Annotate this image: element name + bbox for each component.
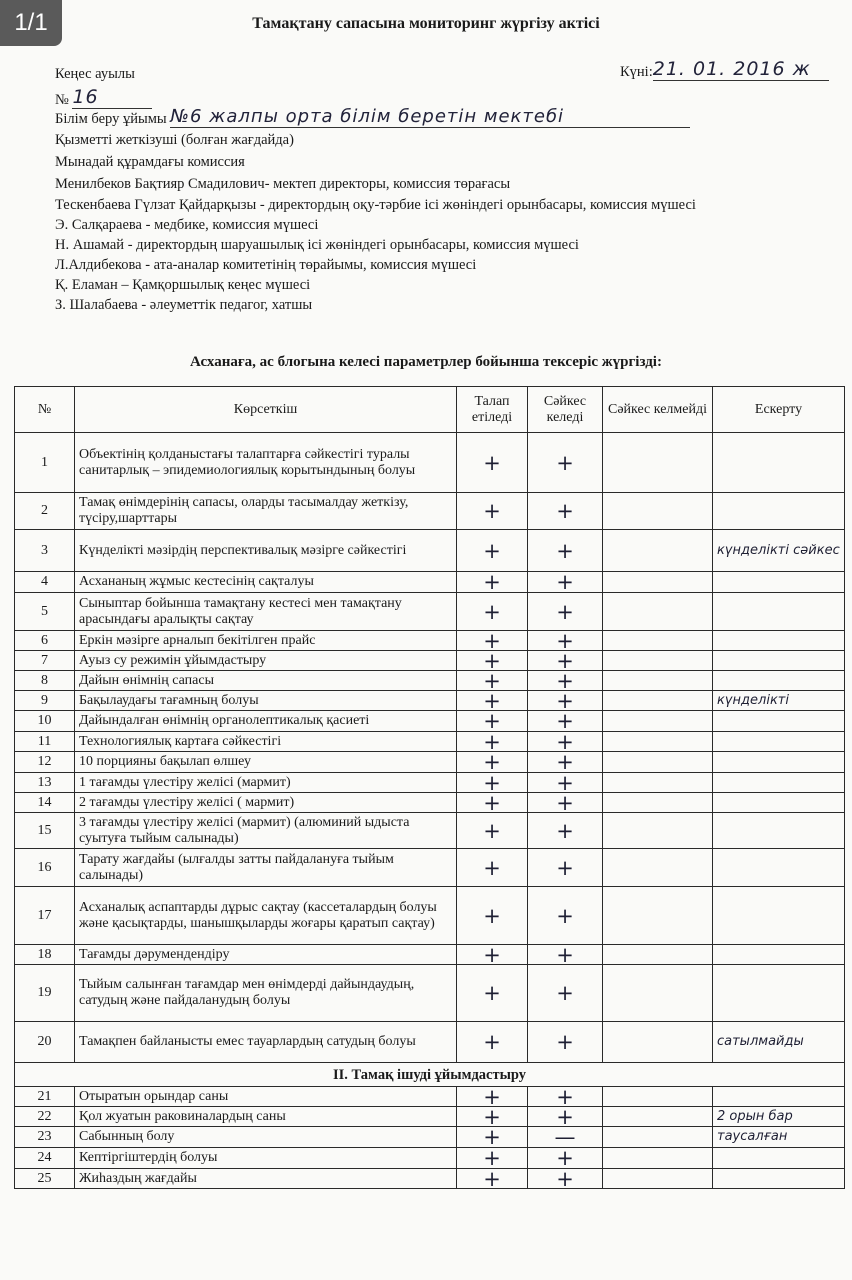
row-indicator: 3 тағамды үлестіру желісі (мармит) (алюминий ыдыста суытуға тыйым салынады) — [75, 813, 457, 849]
required-mark: + — [457, 813, 528, 849]
page-counter-badge: 1/1 — [0, 0, 62, 46]
compliant-mark: + — [528, 1087, 603, 1107]
date-label: Күні: — [620, 64, 653, 80]
required-mark: + — [457, 572, 528, 593]
row-indicator: Тарату жағдайы (ылғалды затты пайдалануға тыйым салынады) — [75, 849, 457, 887]
required-mark: + — [457, 773, 528, 793]
required-mark: + — [457, 1148, 528, 1169]
row-note — [713, 572, 845, 593]
compliant-mark: + — [528, 631, 603, 651]
required-mark: + — [457, 849, 528, 887]
row-indicator: Бақылаудағы тағамның болуы — [75, 691, 457, 711]
table-row — [15, 691, 845, 711]
noncompliant-mark — [603, 671, 713, 691]
noncompliant-mark — [603, 887, 713, 945]
row-note: күнделікті — [713, 691, 845, 711]
required-mark: + — [457, 1087, 528, 1107]
row-indicator: 2 тағамды үлестіру желісі ( мармит) — [75, 793, 457, 813]
row-note: 2 орын бар — [713, 1107, 845, 1127]
row-indicator: Ауыз су режимін ұйымдастыру — [75, 651, 457, 671]
row-note — [713, 711, 845, 732]
date-value: 21. 01. 2016 ж — [653, 58, 829, 81]
row-indicator: Дайындалған өнімнің органолептикалық қасиеті — [75, 711, 457, 732]
commission-member: Э. Салқараева - медбике, комиссия мүшесі — [55, 217, 319, 233]
commission-member: Қ. Еламан – Қамқоршылық кеңес мүшесі — [55, 277, 311, 293]
commission-member: Менилбеков Бақтияр Смадилович- мектеп директоры, комиссия төрағасы — [55, 176, 511, 192]
table-row — [15, 631, 845, 651]
noncompliant-mark — [603, 773, 713, 793]
noncompliant-mark — [603, 1107, 713, 1127]
required-mark: + — [457, 1127, 528, 1148]
row-note — [713, 773, 845, 793]
row-number: 6 — [15, 631, 75, 651]
row-number: 16 — [15, 849, 75, 887]
row-indicator: Асхананың жұмыс кестесінің сақталуы — [75, 572, 457, 593]
row-indicator: Дайын өнімнің сапасы — [75, 671, 457, 691]
row-note — [713, 793, 845, 813]
row-number: 17 — [15, 887, 75, 945]
noncompliant-mark — [603, 752, 713, 773]
table-row — [15, 433, 845, 493]
row-number: 19 — [15, 965, 75, 1022]
compliant-mark: + — [528, 1107, 603, 1127]
row-indicator: Күнделікті мәзірдің перспективалық мәзірге сәйкестігі — [75, 530, 457, 572]
commission-member: Л.Алдибекова - ата-аналар комитетінің төрайымы, комиссия мүшесі — [55, 257, 477, 273]
required-mark: + — [457, 752, 528, 773]
compliant-mark: — — [528, 1127, 603, 1148]
row-indicator: Тамақ өнімдерінің сапасы, оларды тасымалдау жеткізу, түсіру,шарттары — [75, 493, 457, 530]
row-indicator: Сабынның болу — [75, 1127, 457, 1148]
required-mark: + — [457, 1107, 528, 1127]
table-row — [15, 1107, 845, 1127]
noncompliant-mark — [603, 493, 713, 530]
row-number: 9 — [15, 691, 75, 711]
row-note — [713, 1087, 845, 1107]
required-mark: + — [457, 671, 528, 691]
table-row — [15, 887, 845, 945]
header-indicator: Көрсеткіш — [75, 387, 457, 433]
row-note — [713, 945, 845, 965]
row-number: 7 — [15, 651, 75, 671]
row-number: 3 — [15, 530, 75, 572]
school-value: №6 жалпы орта білім беретін мектебі — [170, 106, 690, 128]
row-note — [713, 671, 845, 691]
noncompliant-mark — [603, 813, 713, 849]
row-note — [713, 433, 845, 493]
row-note — [713, 887, 845, 945]
row-indicator: 1 тағамды үлестіру желісі (мармит) — [75, 773, 457, 793]
school-field — [55, 106, 690, 128]
required-mark: + — [457, 887, 528, 945]
date-field — [620, 58, 829, 81]
row-indicator: 10 порцияны бақылап өлшеу — [75, 752, 457, 773]
header-required: Талап етіледі — [457, 387, 528, 433]
section-title: Асханаға, ас блогына келесі параметрлер бойынша тексеріс жүргізді: — [190, 354, 662, 370]
row-indicator: Тағамды дәрумендендіру — [75, 945, 457, 965]
service-label: Қызметті жеткізуші (болған жағдайда) — [55, 132, 294, 148]
compliant-mark: + — [528, 593, 603, 631]
row-note — [713, 752, 845, 773]
number-value: 16 — [72, 86, 152, 109]
row-number: 21 — [15, 1087, 75, 1107]
row-indicator: Кептіргіштердің болуы — [75, 1148, 457, 1169]
inspection-table — [14, 386, 845, 1189]
compliant-mark: + — [528, 711, 603, 732]
row-number: 14 — [15, 793, 75, 813]
table-row — [15, 752, 845, 773]
row-note — [713, 813, 845, 849]
row-note: сатылмайды — [713, 1022, 845, 1063]
table-row — [15, 651, 845, 671]
row-number: 24 — [15, 1148, 75, 1169]
required-mark: + — [457, 593, 528, 631]
row-indicator: Тыйым салынған тағамдар мен өнімдерді дайындаудың, сатудың және пайдаланудың болуы — [75, 965, 457, 1022]
row-number: 2 — [15, 493, 75, 530]
row-indicator: Технологиялық картаға сәйкестігі — [75, 732, 457, 752]
compliant-mark: + — [528, 691, 603, 711]
compliant-mark: + — [528, 732, 603, 752]
header-note: Ескерту — [713, 387, 845, 433]
row-indicator: Отыратын орындар саны — [75, 1087, 457, 1107]
commission-member: Н. Ашамай - директордың шаруашылық ісі жөніндегі орынбасары, комиссия мүшесі — [55, 237, 579, 253]
table-row — [15, 813, 845, 849]
table-row — [15, 1087, 845, 1107]
noncompliant-mark — [603, 1148, 713, 1169]
row-number: 20 — [15, 1022, 75, 1063]
compliant-mark: + — [528, 1022, 603, 1063]
table-row — [15, 793, 845, 813]
table-row — [15, 1169, 845, 1189]
compliant-mark: + — [528, 1169, 603, 1189]
row-number: 12 — [15, 752, 75, 773]
row-note — [713, 849, 845, 887]
noncompliant-mark — [603, 732, 713, 752]
header-noncompliant: Сәйкес келмейді — [603, 387, 713, 433]
row-number: 18 — [15, 945, 75, 965]
table-row — [15, 1148, 845, 1169]
compliant-mark: + — [528, 945, 603, 965]
compliant-mark: + — [528, 651, 603, 671]
row-number: 22 — [15, 1107, 75, 1127]
row-number: 11 — [15, 732, 75, 752]
row-number: 8 — [15, 671, 75, 691]
noncompliant-mark — [603, 1022, 713, 1063]
compliant-mark: + — [528, 493, 603, 530]
compliant-mark: + — [528, 433, 603, 493]
row-note — [713, 631, 845, 651]
school-label: Білім беру ұйымы — [55, 111, 167, 127]
section2-title: ІІ. Тамақ ішуді ұйымдастыру — [15, 1063, 845, 1087]
compliant-mark: + — [528, 1148, 603, 1169]
noncompliant-mark — [603, 945, 713, 965]
required-mark: + — [457, 691, 528, 711]
noncompliant-mark — [603, 593, 713, 631]
noncompliant-mark — [603, 1169, 713, 1189]
required-mark: + — [457, 1169, 528, 1189]
row-indicator: Қол жуатын раковиналардың саны — [75, 1107, 457, 1127]
row-note — [713, 593, 845, 631]
required-mark: + — [457, 493, 528, 530]
noncompliant-mark — [603, 1087, 713, 1107]
compliant-mark: + — [528, 773, 603, 793]
compliant-mark: + — [528, 752, 603, 773]
required-mark: + — [457, 711, 528, 732]
noncompliant-mark — [603, 572, 713, 593]
table-row — [15, 711, 845, 732]
number-label: № — [55, 92, 69, 108]
row-number: 10 — [15, 711, 75, 732]
noncompliant-mark — [603, 530, 713, 572]
row-number: 13 — [15, 773, 75, 793]
compliant-mark: + — [528, 530, 603, 572]
table-row — [15, 1022, 845, 1063]
row-note — [713, 1148, 845, 1169]
required-mark: + — [457, 1022, 528, 1063]
row-indicator: Асханалық аспаптарды дұрыс сақтау (кассеталардың болуы және қасықтарды, шанышқыларды жоғары қаратып сақтау) — [75, 887, 457, 945]
compliant-mark: + — [528, 965, 603, 1022]
table-row — [15, 732, 845, 752]
required-mark: + — [457, 631, 528, 651]
required-mark: + — [457, 945, 528, 965]
compliant-mark: + — [528, 572, 603, 593]
row-number: 25 — [15, 1169, 75, 1189]
row-note — [713, 493, 845, 530]
row-note — [713, 1169, 845, 1189]
required-mark: + — [457, 651, 528, 671]
commission-intro: Мынадай құрамдағы комиссия — [55, 154, 245, 170]
required-mark: + — [457, 530, 528, 572]
noncompliant-mark — [603, 965, 713, 1022]
table-row — [15, 671, 845, 691]
noncompliant-mark — [603, 433, 713, 493]
row-note: таусалған — [713, 1127, 845, 1148]
compliant-mark: + — [528, 671, 603, 691]
table-row — [15, 1127, 845, 1148]
table-row — [15, 773, 845, 793]
row-note — [713, 965, 845, 1022]
inspection-table-body — [15, 387, 845, 1189]
document-title: Тамақтану сапасына мониторинг жүргізу актісі — [252, 15, 600, 32]
header-compliant: Сәйкес келеді — [528, 387, 603, 433]
noncompliant-mark — [603, 651, 713, 671]
noncompliant-mark — [603, 793, 713, 813]
row-indicator: Жиһаздың жағдайы — [75, 1169, 457, 1189]
row-number: 23 — [15, 1127, 75, 1148]
row-indicator: Сыныптар бойынша тамақтану кестесі мен тамақтану арасындағы аралықты сақтау — [75, 593, 457, 631]
compliant-mark: + — [528, 793, 603, 813]
required-mark: + — [457, 433, 528, 493]
row-note — [713, 651, 845, 671]
row-number: 5 — [15, 593, 75, 631]
row-number: 4 — [15, 572, 75, 593]
noncompliant-mark — [603, 1127, 713, 1148]
table-row — [15, 965, 845, 1022]
commission-member: З. Шалабаева - әлеуметтік педагог, хатшы — [55, 297, 313, 313]
row-note: күнделікті сәйкес — [713, 530, 845, 572]
compliant-mark: + — [528, 849, 603, 887]
row-number: 15 — [15, 813, 75, 849]
table-row — [15, 493, 845, 530]
table-header-row — [15, 387, 845, 433]
commission-member: Тескенбаева Гүлзат Қайдарқызы - директордың оқу-тәрбие ісі жөніндегі орынбасары, комиссия мүшесі — [55, 197, 696, 213]
compliant-mark: + — [528, 887, 603, 945]
table-row — [15, 945, 845, 965]
table-row — [15, 849, 845, 887]
table-row — [15, 572, 845, 593]
compliant-mark: + — [528, 813, 603, 849]
required-mark: + — [457, 732, 528, 752]
required-mark: + — [457, 793, 528, 813]
row-indicator: Тамақпен байланысты емес тауарлардың сатудың болуы — [75, 1022, 457, 1063]
noncompliant-mark — [603, 711, 713, 732]
header-num: № — [15, 387, 75, 433]
row-note — [713, 732, 845, 752]
row-number: 1 — [15, 433, 75, 493]
section2-row — [15, 1063, 845, 1087]
kenes-label: Кеңес ауылы — [55, 66, 135, 82]
noncompliant-mark — [603, 691, 713, 711]
row-indicator: Объектінің қолданыстағы талаптарға сәйкестігі туралы санитарлық – эпидемиологиялық корытындының болуы — [75, 433, 457, 493]
noncompliant-mark — [603, 849, 713, 887]
table-row — [15, 530, 845, 572]
required-mark: + — [457, 965, 528, 1022]
table-row — [15, 593, 845, 631]
row-indicator: Еркін мәзірге арналып бекітілген прайс — [75, 631, 457, 651]
noncompliant-mark — [603, 631, 713, 651]
